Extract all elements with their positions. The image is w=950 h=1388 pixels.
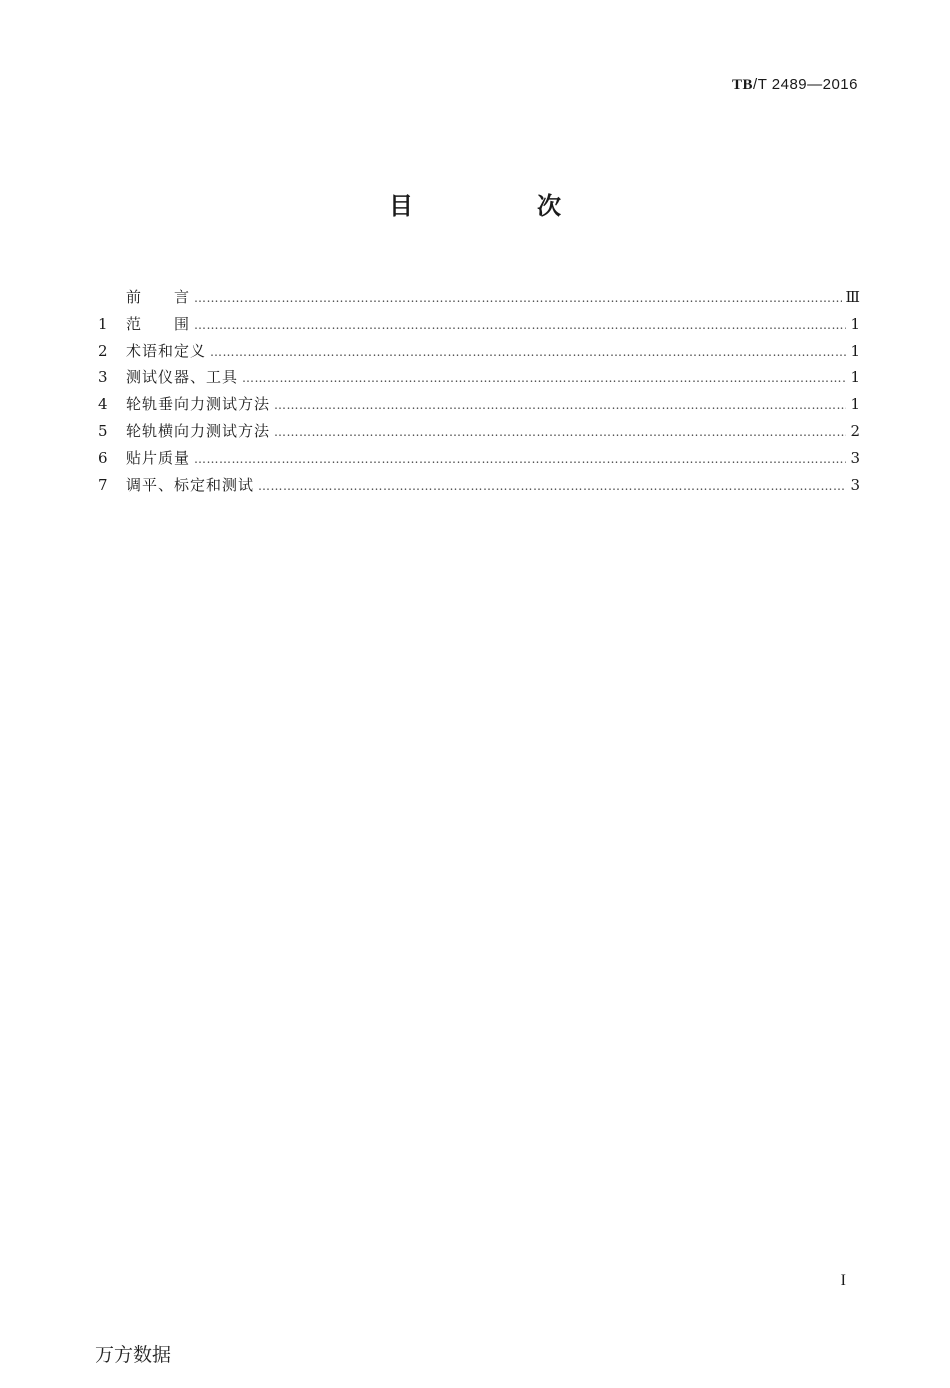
standard-prefix: TB bbox=[732, 77, 754, 93]
toc-entry-label: 轮轨垂向力测试方法 bbox=[126, 395, 271, 414]
toc-entry-preface[interactable] bbox=[98, 284, 860, 311]
toc-leader-dots bbox=[242, 365, 846, 392]
toc-entry-page: Ⅲ bbox=[845, 288, 860, 306]
toc-entry-label: 调平、标定和测试 bbox=[126, 475, 255, 494]
standard-number: /T 2489—2016 bbox=[753, 76, 858, 93]
toc-entry-label: 贴片质量 bbox=[126, 448, 191, 467]
toc-entry-label: 术语和定义 bbox=[126, 341, 207, 360]
toc-entry-instruments[interactable] bbox=[98, 364, 860, 391]
toc-entry-page: 2 bbox=[850, 421, 860, 440]
toc-leader-dots bbox=[194, 285, 842, 312]
toc-entry-number: 1 bbox=[98, 314, 108, 333]
standard-code bbox=[732, 76, 858, 94]
page-number: I bbox=[840, 1272, 846, 1289]
toc-entry-page: 1 bbox=[850, 341, 860, 360]
toc-leader-dots bbox=[258, 473, 846, 500]
toc-entry-number: 6 bbox=[98, 448, 108, 467]
toc-entry-label: 范 围 bbox=[126, 314, 191, 333]
toc-leader-dots bbox=[210, 339, 846, 366]
toc-entry-page: 1 bbox=[850, 368, 860, 387]
toc-entry-vertical-force[interactable] bbox=[98, 391, 860, 418]
toc-leader-dots bbox=[274, 419, 846, 446]
toc-entry-terms[interactable] bbox=[98, 338, 860, 365]
source-watermark: 万方数据 bbox=[95, 1344, 172, 1366]
toc-entry-bonding-quality[interactable] bbox=[98, 445, 860, 472]
toc-entry-page: 1 bbox=[850, 314, 860, 333]
toc-entry-number: 3 bbox=[98, 368, 108, 387]
toc-entry-label: 前 言 bbox=[126, 288, 191, 306]
toc-entry-lateral-force[interactable] bbox=[98, 418, 860, 445]
toc-entry-number: 2 bbox=[98, 341, 108, 360]
toc-entry-number: 5 bbox=[98, 421, 108, 440]
toc-entry-number: 4 bbox=[98, 395, 108, 414]
toc-entry-label: 轮轨横向力测试方法 bbox=[126, 421, 271, 440]
toc-leader-dots bbox=[194, 312, 846, 339]
toc-entry-calibration[interactable] bbox=[98, 472, 860, 499]
table-of-contents bbox=[98, 284, 860, 498]
toc-leader-dots bbox=[194, 446, 846, 473]
toc-entry-page: 3 bbox=[850, 475, 860, 494]
toc-entry-page: 1 bbox=[850, 395, 860, 414]
toc-entry-scope[interactable] bbox=[98, 311, 860, 338]
toc-leader-dots bbox=[274, 392, 846, 419]
toc-entry-label: 测试仪器、工具 bbox=[126, 368, 239, 387]
page-title: 目 次 bbox=[389, 192, 611, 220]
toc-entry-page: 3 bbox=[850, 448, 860, 467]
toc-entry-number: 7 bbox=[98, 475, 108, 494]
